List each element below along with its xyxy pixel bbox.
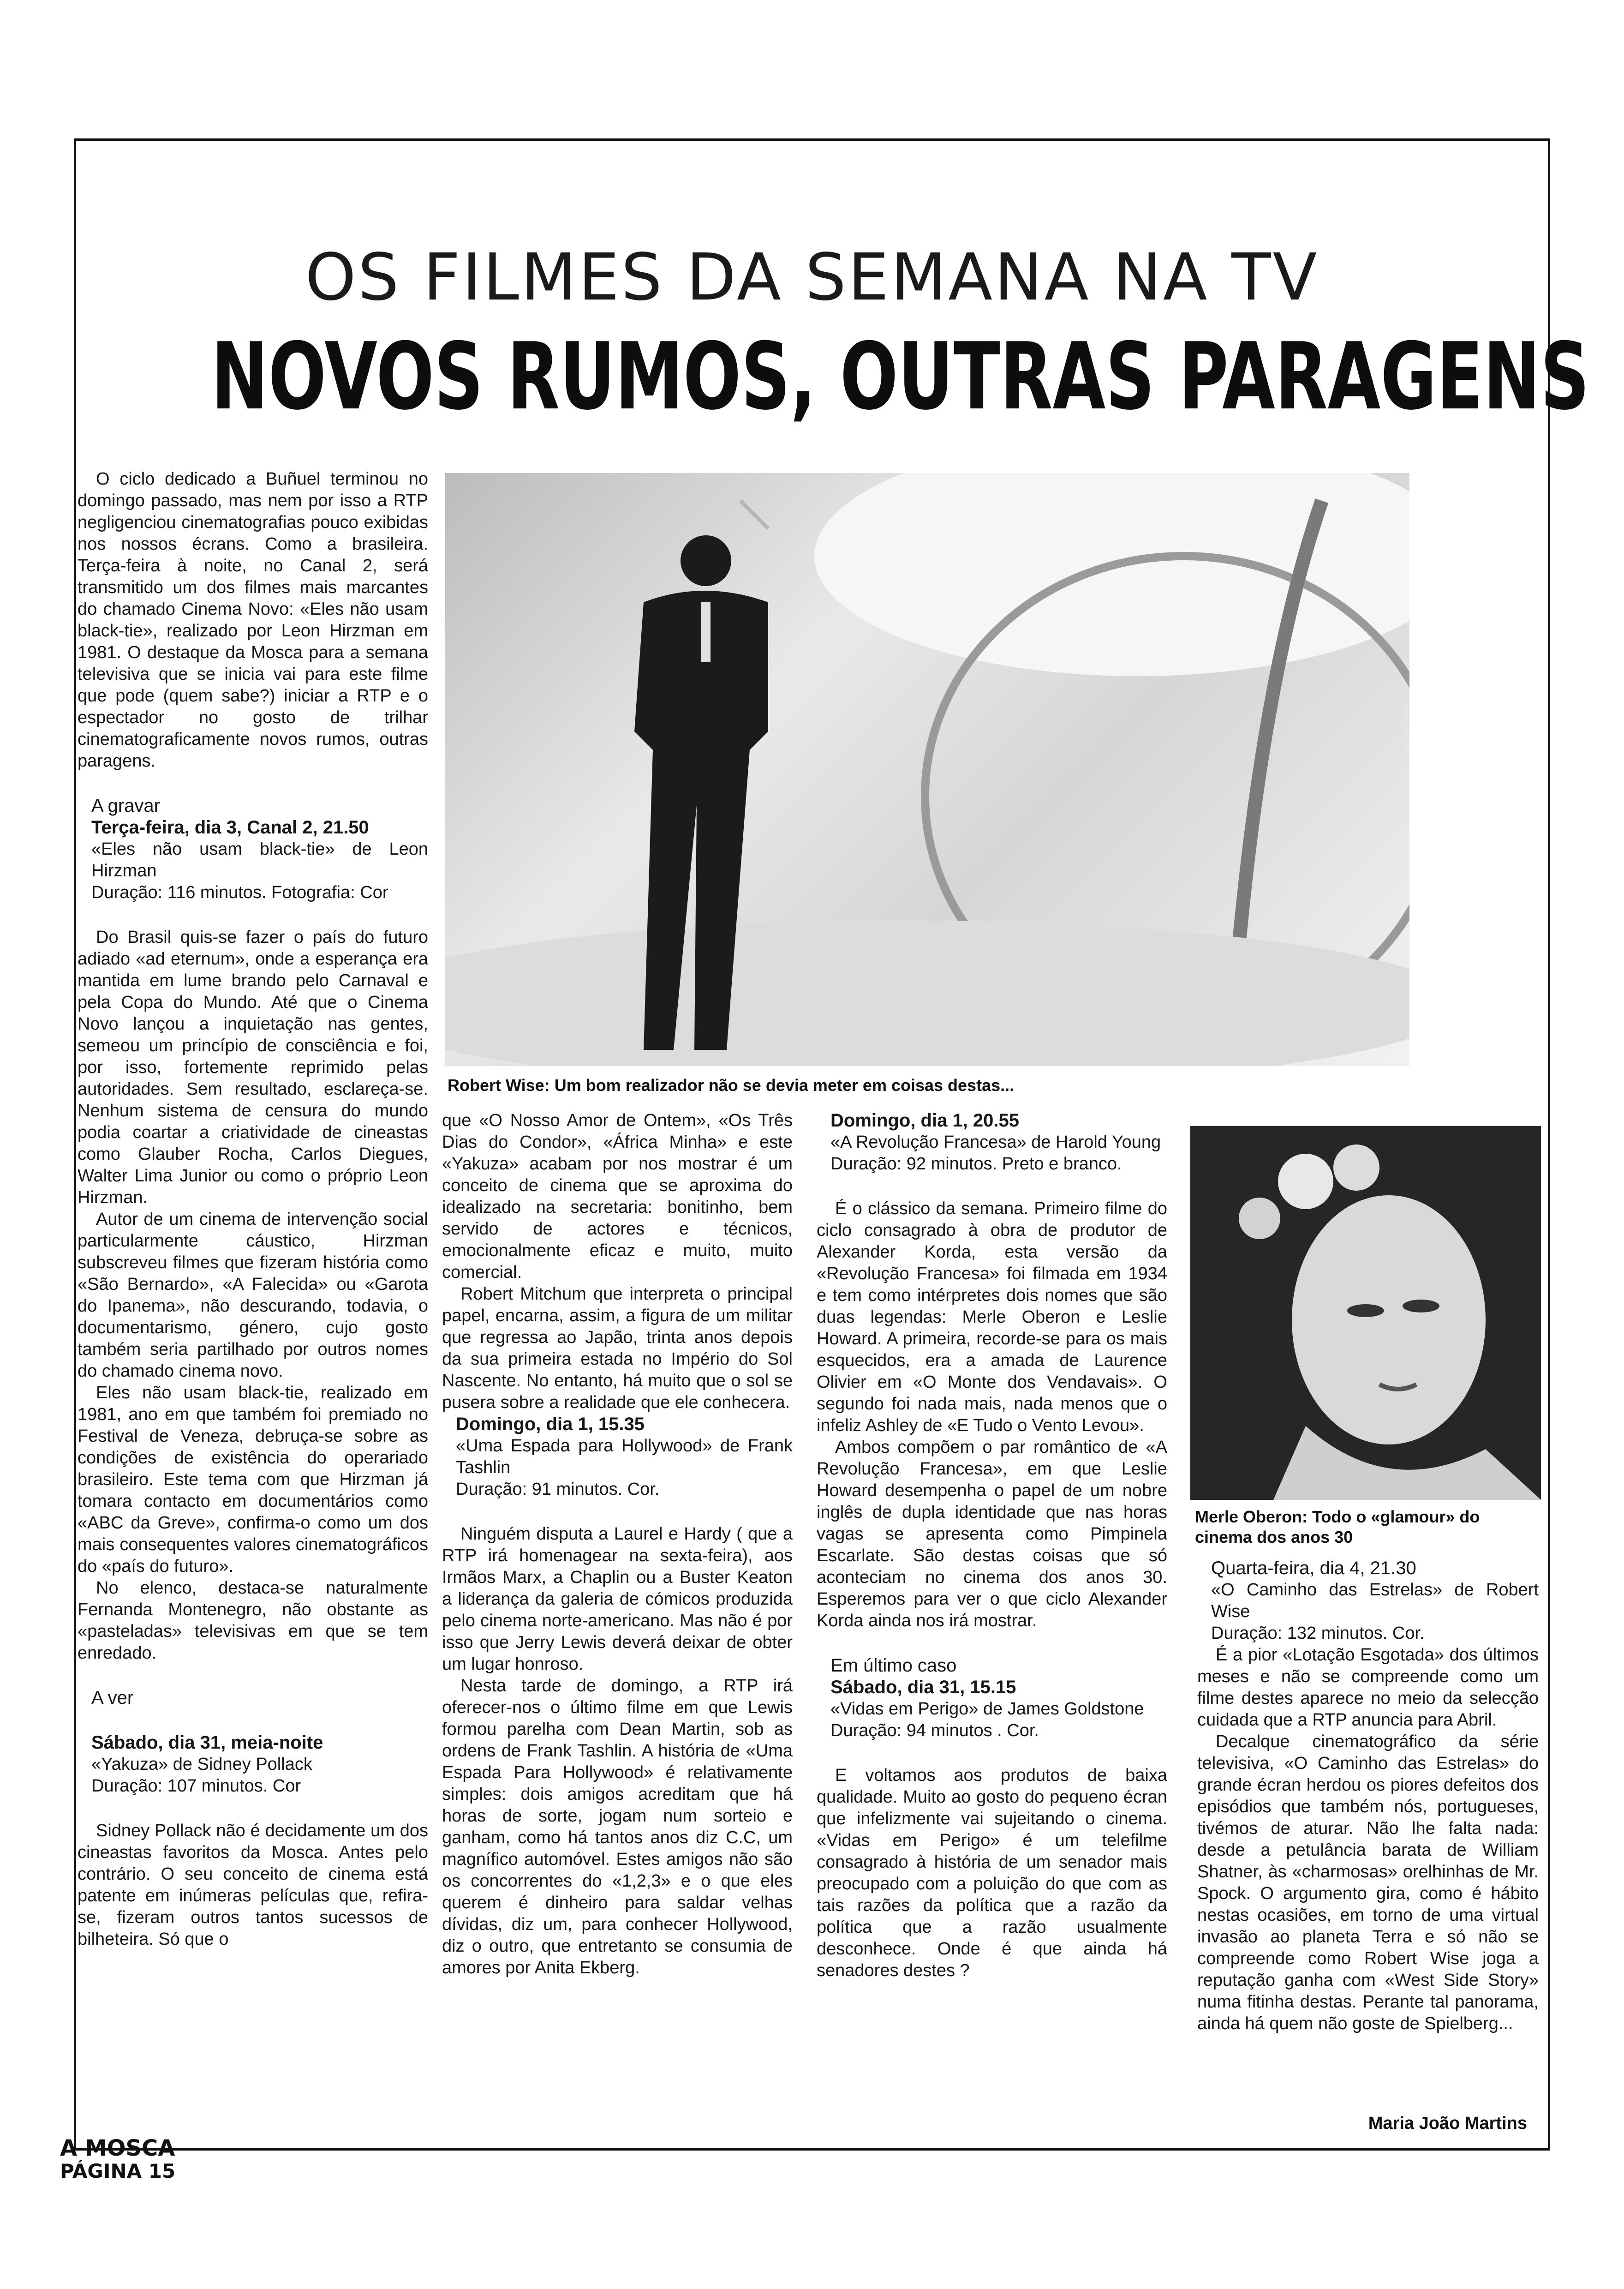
paragraph: Eles não usam black-tie, realizado em 1981, ano em que também foi premiado no Festival de Veneza, debruça-se sobre as condições de existência do operariado brasileiro. Este tema com que Hirzman já tomara contacto em documentários como «ABC da Greve», confirma-o como um dos mais consequentes valores cinematográficos do «país do futuro». xyxy=(78,1383,428,1576)
film-title: «Eles não usam black-tie» de Leon Hirzman xyxy=(91,839,428,881)
author-byline: Maria João Martins xyxy=(1368,2114,1527,2133)
paragraph: E voltamos aos produtos de baixa qualidade. Muito ao gosto do pequeno écran que infelizmente vai sujeitando o cinema. «Vidas em Perigo» é um telefilme consagrado à história de um senador mais preocupado com a poluição do que com as tais razões da política que a razão da política que a razão usualmente desconhece. Onde é que ainda há senadores destes ? xyxy=(817,1766,1167,1980)
broadcast-date: Sábado, dia 31, meia-noite xyxy=(91,1732,323,1753)
paragraph: que «O Nosso Amor de Ontem», «Os Três Dias do Condor», «África Minha» e este «Yakuza» acabam por nos mostrar é um conceito de cinema que se aproxima do idealizado na secretaria: bonitinho, bem servido de actores e técnicos, emocionalmente eficaz e muito, muito comercial. xyxy=(442,1111,793,1282)
column-2 xyxy=(442,1110,793,1979)
paragraph: Do Brasil quis-se fazer o país do futuro adiado «ad eternum», onde a esperança era mantida em lume brando pelo Carnaval e pela Copa do Mundo. Até que o Cinema Novo lançou a inquietação nas gentes, semeou um princípio de consciência e foi, por isso, fortemente reprimido pelas autoridades. Sem resultado, esclareça-se. Nenhum sistema de censura do mundo podia coartar a criatividade de cineastas como Glauber Rocha, Carlos Diegues, Walter Lima Junior ou como o próprio Leon Hirzman. xyxy=(78,928,428,1207)
merle-oberon-photo xyxy=(1190,1126,1541,1500)
paragraph: Ninguém disputa a Laurel e Hardy ( que a RTP irá homenagear na sexta-feira), aos Irmãos Marx, a Chaplin ou a Buster Keaton a liderança da galeria de cómicos produzida pelo cinema norte-americano. Mas não é por isso que Jerry Lewis deverá deixar de obter um lugar honroso. xyxy=(442,1524,793,1674)
film-duration: Duração: 132 minutos. Cor. xyxy=(1211,1624,1425,1643)
broadcast-date: Quarta-feira, dia 4, 21.30 xyxy=(1211,1558,1416,1578)
paragraph: É a pior «Lotação Esgotada» dos últimos meses e não se compreende como um filme destes aparece no meio da selecção cuidada que a RTP anuncia para Abril. xyxy=(1197,1645,1539,1730)
film-duration: Duração: 91 minutos. Cor. xyxy=(456,1480,660,1499)
broadcast-date: Terça-feira, dia 3, Canal 2, 21.50 xyxy=(91,817,369,838)
robert-wise-photo xyxy=(445,473,1409,1066)
film-title: «Vidas em Perigo» de James Goldstone xyxy=(830,1699,1144,1719)
section-heading-em-ultimo-caso: Em último caso xyxy=(830,1655,957,1676)
intro-paragraph: O ciclo dedicado a Buñuel terminou no domingo passado, mas nem por isso a RTP negligenciou cinematografias pouco exibidas nos nossos écrans. Como a brasileira. Terça-feira à noite, no Canal 2, será transmitido um dos filmes mais marcantes do chamado Cinema Novo: «Eles não usam black-tie», realizado por Leon Hirzman em 1981. O destaque da Mosca para a semana televisiva que se inicia vai para este filme que pode (quem sabe?) iniciar a RTP e o espectador no gosto de trilhar cinematograficamente novos rumos, outras paragens. xyxy=(78,469,428,771)
paragraph: Sidney Pollack não é decidamente um dos cineastas favoritos da Mosca. Antes pelo contrário. O seu conceito de cinema está patente em inúmeras películas que, refira-se, fizeram outros tantos sucessos de bilheteira. Só que o xyxy=(78,1821,428,1949)
section-heading-a-gravar: A gravar xyxy=(91,796,160,816)
photo-caption: Merle Oberon: Todo o «glamour» do cinema dos anos 30 xyxy=(1195,1507,1480,1546)
film-duration: Duração: 107 minutos. Cor xyxy=(91,1776,301,1796)
publication-name: A MOSCA xyxy=(60,2135,175,2161)
paragraph: Decalque cinematográfico da série televisiva, «O Caminho das Estrelas» do grande écran herdou os piores defeitos dos episódios que também nós, portugueses, tivémos de aturar. Não lhe falta nada: desde a petulância barata de William Shatner, às «charmosas» orelhinhas de Mr. Spock. O argumento gira, como é hábito nestas ocasiões, em torno de uma virtual invasão ao planeta Terra e só não se compreende como Robert Wise joga a reputação ganha com «West Side Story» numa fitinha destas. Perante tal panorama, ainda há quem não goste de Spielberg... xyxy=(1197,1732,1539,2033)
broadcast-date: Sábado, dia 31, 15.15 xyxy=(830,1677,1016,1697)
broadcast-date: Domingo, dia 1, 20.55 xyxy=(830,1110,1020,1131)
film-title: «Yakuza» de Sidney Pollack xyxy=(91,1755,312,1774)
film-duration: Duração: 92 minutos. Preto e branco. xyxy=(830,1154,1122,1174)
column-1 xyxy=(78,468,428,1950)
paragraph: Nesta tarde de domingo, a RTP irá oferecer-nos o último filme em que Lewis formou parelha com Dean Martin, sob as ordens de Frank Tashlin. A história de «Uma Espada Para Hollywood» é relativamente simples: dois amigos acreditam que há horas de sorte, jogam num sorteio e ganham, como há tantos anos diz C.C, um magnífico automóvel. Estes amigos não são os concorrentes do «1,2,3» e o que eles querem é dinheiro para saldar velhas dívidas, diz um, para conhecer Hollywood, diz o outro, que entretanto se consumia de amores por Anita Ekberg. xyxy=(442,1676,793,1977)
page-number: PÁGINA 15 xyxy=(60,2160,176,2182)
portrait-illustration xyxy=(1190,1126,1541,1500)
film-duration: Duração: 94 minutos . Cor. xyxy=(830,1721,1039,1740)
paragraph: Autor de um cinema de intervenção social particularmente cáustico, Hirzman subscreveu filmes que fizeram história como «São Bernardo», «A Falecida» ou «Garota do Ipanema», não descurando, todavia, o documentarismo, género, cujo gosto também seria partilhado por outros nomes do chamado cinema novo. xyxy=(78,1210,428,1381)
section-heading-a-ver: A ver xyxy=(91,1688,134,1708)
film-duration: Duração: 116 minutos. Fotografia: Cor xyxy=(91,883,388,902)
paragraph: Ambos compõem o par romântico de «A Revolução Francesa», em que Leslie Howard desempenha o papel de um nobre inglês de dupla identidade que nas horas vagas se apresenta como Pimpinela Escarlate. São destas coisas que só aconteciam no cinema dos anos 30. Esperemos para ver o que ciclo Alexander Korda ainda nos irá mostrar. xyxy=(817,1438,1167,1630)
film-title: «A Revolução Francesa» de Harold Young xyxy=(830,1133,1161,1152)
broadcast-date: Domingo, dia 1, 15.35 xyxy=(456,1414,645,1434)
paragraph: É o clássico da semana. Primeiro filme do ciclo consagrado à obra de produtor de Alexander Korda, esta versão da «Revolução Francesa» foi filmada em 1934 e tem como intérpretes dois nomes que são duas legendas: Merle Oberon e Leslie Howard. A primeira, recorde-se para os mais esquecidos, era a amada de Laurence Olivier em «O Monte dos Vendavais». O segundo foi nada mais, nada menos que o infeliz Ashley de «E Tudo o Vento Levou». xyxy=(817,1199,1167,1435)
film-title: «Uma Espada para Hollywood» de Frank Tashlin xyxy=(456,1436,793,1477)
headline: NOVOS RUMOS, OUTRAS PARAGENS xyxy=(211,323,1590,431)
page-footer xyxy=(60,2137,175,2183)
column-4 xyxy=(1197,1558,1539,2035)
photo-caption: Robert Wise: Um bom realizador não se devia meter em coisas destas... xyxy=(448,1076,1015,1095)
film-title: «O Caminho das Estrelas» de Robert Wise xyxy=(1211,1580,1539,1621)
column-3 xyxy=(817,1110,1167,1982)
kicker-title: OS FILMES DA SEMANA NA TV xyxy=(305,240,1319,315)
paragraph: No elenco, destaca-se naturalmente Fernanda Montenegro, não obstante as «pasteladas» televisivas em que se tem enredado. xyxy=(78,1578,428,1663)
set-illustration xyxy=(445,473,1409,1066)
paragraph: Robert Mitchum que interpreta o principal papel, encarna, assim, a figura de um militar que regressa ao Japão, trinta anos depois da sua primeira estada no Império do Sol Nascente. No entanto, há muito que o sol se pusera sobre a realidade que ele conhecera. xyxy=(442,1284,793,1412)
